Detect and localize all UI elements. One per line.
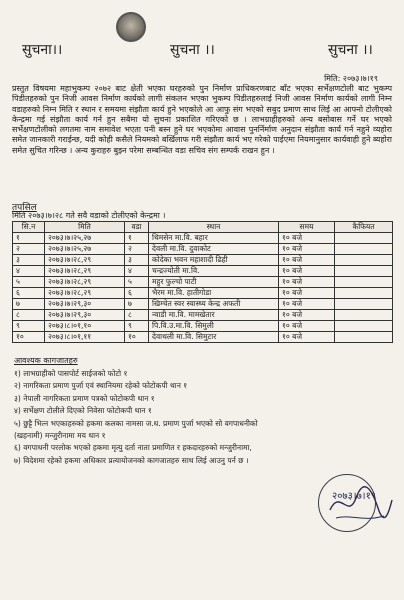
cell-date: २०७३।७।२८,२९ — [45, 288, 125, 299]
notice-date: मिति: २०७३।७।१९ — [324, 74, 378, 83]
col-header-location: स्थान — [149, 222, 279, 233]
documents-list — [14, 368, 394, 467]
notice-header — [10, 40, 394, 58]
list-item: ५) छुट्टै भित्न भएकाहरुको हकमा कलका नामसा ज.ध. प्रमाण पुर्जा भएको सो वगपाधनीको — [14, 418, 258, 428]
list-item: २) नागरिकता प्रमाण पुर्जा एवं स्थानियमा रहेको फोटोकपी थान १ — [14, 381, 188, 391]
cell-sn: १० — [13, 332, 45, 343]
cell-location: कोदेका भवन महाशादी ढिही — [149, 255, 279, 266]
cell-date: २०७३।७।२५,२७ — [45, 233, 125, 244]
list-item: ६) वगपाधनी परलोक भएको हकमा मृत्यु दर्ता नाता प्रमाणित र हकदारहरुको मन्जुरीनामा, — [14, 443, 252, 453]
cell-time: १० बजे — [279, 244, 335, 255]
government-emblem-icon — [116, 12, 146, 42]
cell-time: १० बजे — [279, 255, 335, 266]
cell-date: २०७३।८।०१,११ — [45, 332, 125, 343]
list-item: (खहनामी) मन्जुरीनामा मय थान १ — [14, 431, 106, 441]
cell-ward: ३ — [125, 255, 149, 266]
cell-date: २०७३।७।२८,२९ — [45, 277, 125, 288]
signature-stamp — [318, 474, 378, 534]
cell-time: १० बजे — [279, 299, 335, 310]
cell-sn: २ — [13, 244, 45, 255]
cell-date: २०७३।७।२५,२७ — [45, 244, 125, 255]
cell-remarks — [335, 233, 393, 244]
cell-sn: ४ — [13, 266, 45, 277]
signature-date: २०७३।७।१९ — [332, 491, 376, 502]
table-row — [13, 321, 393, 332]
table-row — [13, 255, 393, 266]
cell-sn: ६ — [13, 288, 45, 299]
cell-time: १० बजे — [279, 266, 335, 277]
cell-time: १० बजे — [279, 277, 335, 288]
cell-remarks — [335, 277, 393, 288]
col-header-sn: सि.न — [13, 222, 45, 233]
list-item: ७) विदेशमा रहेको हकमा अधिकार प्रत्यायोजनको कागजातहरु साथ लिई आउनु पर्न छ । — [14, 455, 249, 465]
cell-location: भैरम मा.वि. हातीगोडा — [149, 288, 279, 299]
cell-remarks — [335, 288, 393, 299]
cell-ward: १ — [125, 233, 149, 244]
cell-sn: ९ — [13, 321, 45, 332]
table-row — [13, 266, 393, 277]
cell-remarks — [335, 310, 393, 321]
cell-time: १० बजे — [279, 310, 335, 321]
cell-remarks — [335, 321, 393, 332]
list-item: ३) नेपाली नागरिकता प्रमाण पत्रको फोटोकपी थान १ — [14, 393, 155, 403]
cell-ward: ५ — [125, 277, 149, 288]
cell-date: २०७३।७।२८,२९ — [45, 266, 125, 277]
cell-location: न्वाडी मा.वि. मामखेतार — [149, 310, 279, 321]
table-row — [13, 288, 393, 299]
table-row — [13, 332, 393, 343]
cell-time: १० बजे — [279, 332, 335, 343]
cell-ward: १० — [125, 332, 149, 343]
cell-date: २०७३।७।२९,३० — [45, 310, 125, 321]
cell-location: चन्द्रज्योती मा.वि. — [149, 266, 279, 277]
cell-ward: २ — [125, 244, 149, 255]
cell-date: २०७३।७।२९,३० — [45, 299, 125, 310]
cell-ward: ४ — [125, 266, 149, 277]
cell-remarks — [335, 244, 393, 255]
cell-sn: ७ — [13, 299, 45, 310]
cell-location: खिम्चेत स्वर स्वास्थ्य केन्द्र अफती — [149, 299, 279, 310]
cell-sn: ३ — [13, 255, 45, 266]
cell-location: देवली मा.वि. दुवाकोट — [149, 244, 279, 255]
cell-remarks — [335, 255, 393, 266]
table-title: मिति २०७३।७।२८ गते सवै वडाको टोलीएको केन्द्रमा । — [12, 211, 166, 220]
cell-time: १० बजे — [279, 321, 335, 332]
cell-location: थिमसेन मा.वि. बहार — [149, 233, 279, 244]
list-item: ४) सर्भेक्षण टोलीले दिएको निवेसा फोटोकपी थान १ — [14, 406, 152, 416]
table-row — [13, 233, 393, 244]
schedule-subheading: तपसिल — [12, 203, 37, 213]
schedule-table — [12, 221, 393, 343]
table-row — [13, 244, 393, 255]
cell-date: २०७३।८।०१,१० — [45, 321, 125, 332]
intro-paragraph: प्रस्तुत विषयमा महाभुकम्प २०७२ बाट क्षेती भएका घरहरुको पुन निर्माण प्राधिकरणबाट बाँट भएका सर्भेक्षणटोली बाट भुकम्प पिडीतहरुको पुन निजी आवस निर्माण कार्यको लागी संकलन भएका भुकम्प पिडीतहरुलाई निजी आवस निर्माण कार्यको लागी निम्न वडाहरुको निम्न मिति र स्थान र समयमा संझौता कार्य हुने भएकोले आ आफु संग भएको सबुद प्रमाण साथ लिई आ आफ्नो टोलीएको केन्द्रमा गई संझौता कार्य गर्न हुन सबैमा यो सुचना प्रकाशित गरिएको छ । लाभग्राहीहरुको अन्य बसोबास गर्ने घर भएको सर्भेक्षणटोलीको लगतमा नाम समावेश भएता पनी बस्न हुने घर भएकोमा आवास पुनर्निर्माण अनुदान संझौता कार्य गर्न नहुने व्यहोरा समेत जानकारी गराईन्छ, यदी कोही कसैले नियमको बर्खिलाफ गरी संझौता कार्य भए गरेको पाईएमा नियमानुसार कार्यवाही हुने ब्यहोरा समेत सुचित गरिन्छ । अन्य कुराहरु बुझ्न परेमा सम्बन्धित वडा सचिव संग सम्पर्क राखन हुन । — [12, 84, 392, 155]
cell-remarks — [335, 332, 393, 343]
table-row — [13, 310, 393, 321]
col-header-time: समय — [279, 222, 335, 233]
cell-sn: ५ — [13, 277, 45, 288]
table-row — [13, 299, 393, 310]
cell-time: १० बजे — [279, 233, 335, 244]
cell-ward: ६ — [125, 288, 149, 299]
table-header-row — [13, 222, 393, 233]
col-header-ward: वडा — [125, 222, 149, 233]
cell-location: महुर फुल्चो पाटी — [149, 277, 279, 288]
documents-title: आवश्यक कागजातहरु — [14, 356, 78, 365]
col-header-date: मिति — [45, 222, 125, 233]
notice-title-right: सुचना ।। — [328, 42, 373, 58]
cell-remarks — [335, 266, 393, 277]
col-header-remarks: कैफियत — [335, 222, 393, 233]
cell-location: पि.वि.उ.मा.वि. सिमुली — [149, 321, 279, 332]
cell-location: देवाथली मा.वि. सिमुटार — [149, 332, 279, 343]
cell-time: १० बजे — [279, 288, 335, 299]
table-row — [13, 277, 393, 288]
cell-ward: ९ — [125, 321, 149, 332]
cell-ward: ७ — [125, 299, 149, 310]
notice-title-left: सुचना।। — [22, 42, 63, 58]
cell-date: २०७३।७।२८,२९ — [45, 255, 125, 266]
notice-title-center: सुचना ।। — [170, 42, 215, 58]
cell-remarks — [335, 299, 393, 310]
cell-sn: ८ — [13, 310, 45, 321]
list-item: १) लाभग्राहीको पासपोर्ट साईजको फोटो १ — [14, 369, 128, 378]
cell-sn: १ — [13, 233, 45, 244]
cell-ward: ८ — [125, 310, 149, 321]
